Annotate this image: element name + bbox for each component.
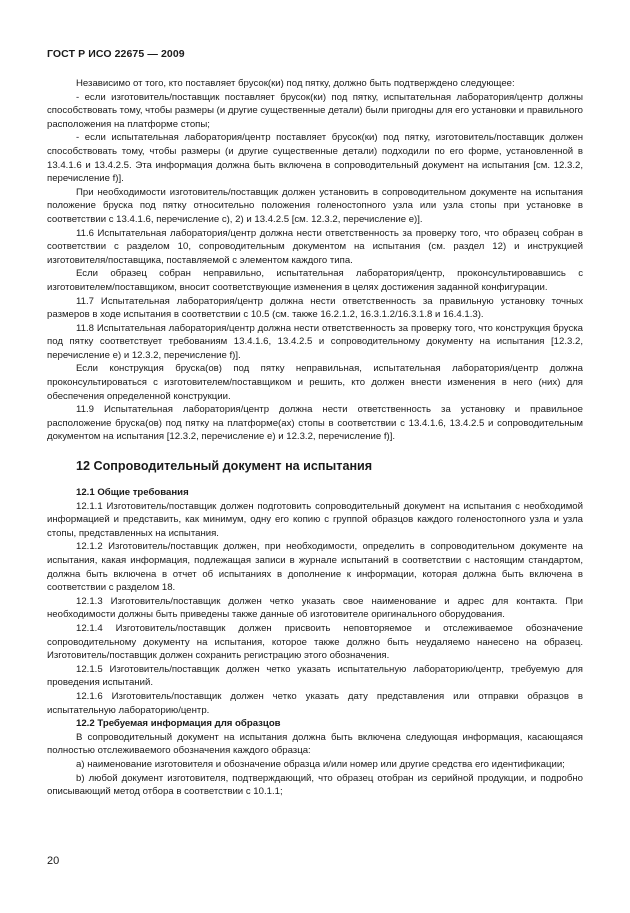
clause-12-1-5: 12.1.5 Изготовитель/поставщик должен четко указать испытательную лабораторию/центр, требуемую для проведения испытаний. (47, 663, 583, 689)
clause-11-7: 11.7 Испытательная лаборатория/центр должна нести ответственность за правильную установку точных размеров в ходе испытания в соответствии с 10.5 (см. также 16.2.1.2, 16.3.1.2/16.3.1.8 и 16.4.1.3). (47, 295, 583, 321)
clause-12-1-6: 12.1.6 Изготовитель/поставщик должен четко указать дату представления или отправки образцов в испытательную лабораторию/центр. (47, 690, 583, 716)
clause-11-6: 11.6 Испытательная лаборатория/центр должна нести ответственность за проверку того, что образец собран в соответствии с разделом 10, сопроводительным документом на испытания (см. раздел 12) и инструкцией изготовителя/поставщика, поставляемой с элементом каждого типа. (47, 227, 583, 266)
page-number: 20 (47, 855, 60, 867)
paragraph: В сопроводительный документ на испытания должна быть включена следующая информация, касающаяся полностью отслеживаемого обозначения каждого образца: (47, 731, 583, 757)
clause-12-1-1: 12.1.1 Изготовитель/поставщик должен подготовить сопроводительный документ на испытания с необходимой информацией и представить, как минимум, одну его копию с группой образцов каждого голеностопного узла и узла стопы, представленных на испытания. (47, 500, 583, 539)
subsection-heading: 12.2 Требуемая информация для образцов (76, 718, 281, 730)
paragraph: Если конструкция бруска(ов) под пятку неправильная, испытательная лаборатория/центр должна проконсультироваться с изготовителем/поставщиком и решить, кто должен внести изменения в него (них) для обеспечения определенной конструкции. (47, 363, 583, 402)
paragraph: При необходимости изготовитель/поставщик должен установить в сопроводительном документе на испытания положение бруска под пятку относительно положения голеностопного узла или узла стопы при установке в соответствии с 13.4.1.6, перечисление c), 2) и 13.4.2.5 [см. 12.3.2, перечисление e)]. (47, 186, 583, 225)
list-item: b) любой документ изготовителя, подтверждающий, что образец отобран из серийной продукции, и подробно описывающий метод отбора в соответствии с 10.1.1; (47, 772, 583, 798)
page-header-standard-id: ГОСТ Р ИСО 22675 — 2009 (47, 48, 185, 60)
clause-12-1-4: 12.1.4 Изготовитель/поставщик должен присвоить неповторяемое и отслеживаемое обозначение сопроводительному документу на испытания, которое также должно быть неудаляемо нанесено на образец. Изготовитель/поставщик должен сохранить регистрацию этого обозначения. (47, 622, 583, 662)
paragraph: Независимо от того, кто поставляет брусок(ки) под пятку, должно быть подтверждено следующее: (76, 78, 515, 89)
clause-12-1-2: 12.1.2 Изготовитель/поставщик должен, при необходимости, определить в сопроводительном документе на испытания, какая информация, подлежащая записи в журнале испытаний в соответствии с настоящим стандартом, должна быть включена в отчет об испытаниях в дополнение к информации, которая должна быть включена в соответствии с разделом 18. (47, 541, 583, 594)
subsection-heading: 12.1 Общие требования (76, 487, 189, 499)
section-heading: 12 Сопроводительный документ на испытания (76, 459, 373, 474)
list-item: - если изготовитель/поставщик поставляет брусок(ки) под пятку, испытательная лаборатория/центр должны способствовать тому, чтобы размеры (и другие существенные детали) были пригодны для его установки и правильного расположения на платформе стопы; (47, 91, 583, 130)
document-body (47, 77, 583, 799)
list-item: a) наименование изготовителя и обозначение образца и/или номер или другие средства его идентификации; (76, 758, 565, 770)
paragraph: Если образец собран неправильно, испытательная лаборатория/центр, проконсультировавшись с изготовителем/поставщиком, вносит соответствующие изменения в целях достижения заданной конфигурации. (47, 268, 583, 293)
clause-11-8: 11.8 Испытательная лаборатория/центр должна нести ответственность за проверку того, что конструкция бруска под пятку соответствует требованиям 13.4.1.6, 13.4.2.5 и сопроводительному документу на испытания [12.3.2, перечисление e) и 12.3.2, перечисление f)]. (47, 322, 583, 361)
clause-12-1-3: 12.1.3 Изготовитель/поставщик должен четко указать свое наименование и адрес для контакта. При необходимости должны быть приведены также данные об изготовителе оригинального оборудования. (47, 595, 583, 621)
list-item: - если испытательная лаборатория/центр поставляет брусок(ки) под пятку, изготовитель/поставщик должен способствовать тому, чтобы размеры (и другие существенные детали) подходили по его форме, установленной в 13.4.1.6 и 13.4.2.5. Эта информация должна быть включена в сопроводительный документ на испытания [см. 12.3.2, перечисление f)]. (47, 132, 583, 185)
clause-11-9: 11.9 Испытательная лаборатория/центр должна нести ответственность за установку и правильное расположение бруска(ов) под пятку на платформе(ах) стопы в соответствии с 13.4.1.6, 13.4.2.5 и сопроводительным документом на испытания [12.3.2, перечисление e) и 12.3.2, перечисление f)]. (47, 404, 583, 443)
